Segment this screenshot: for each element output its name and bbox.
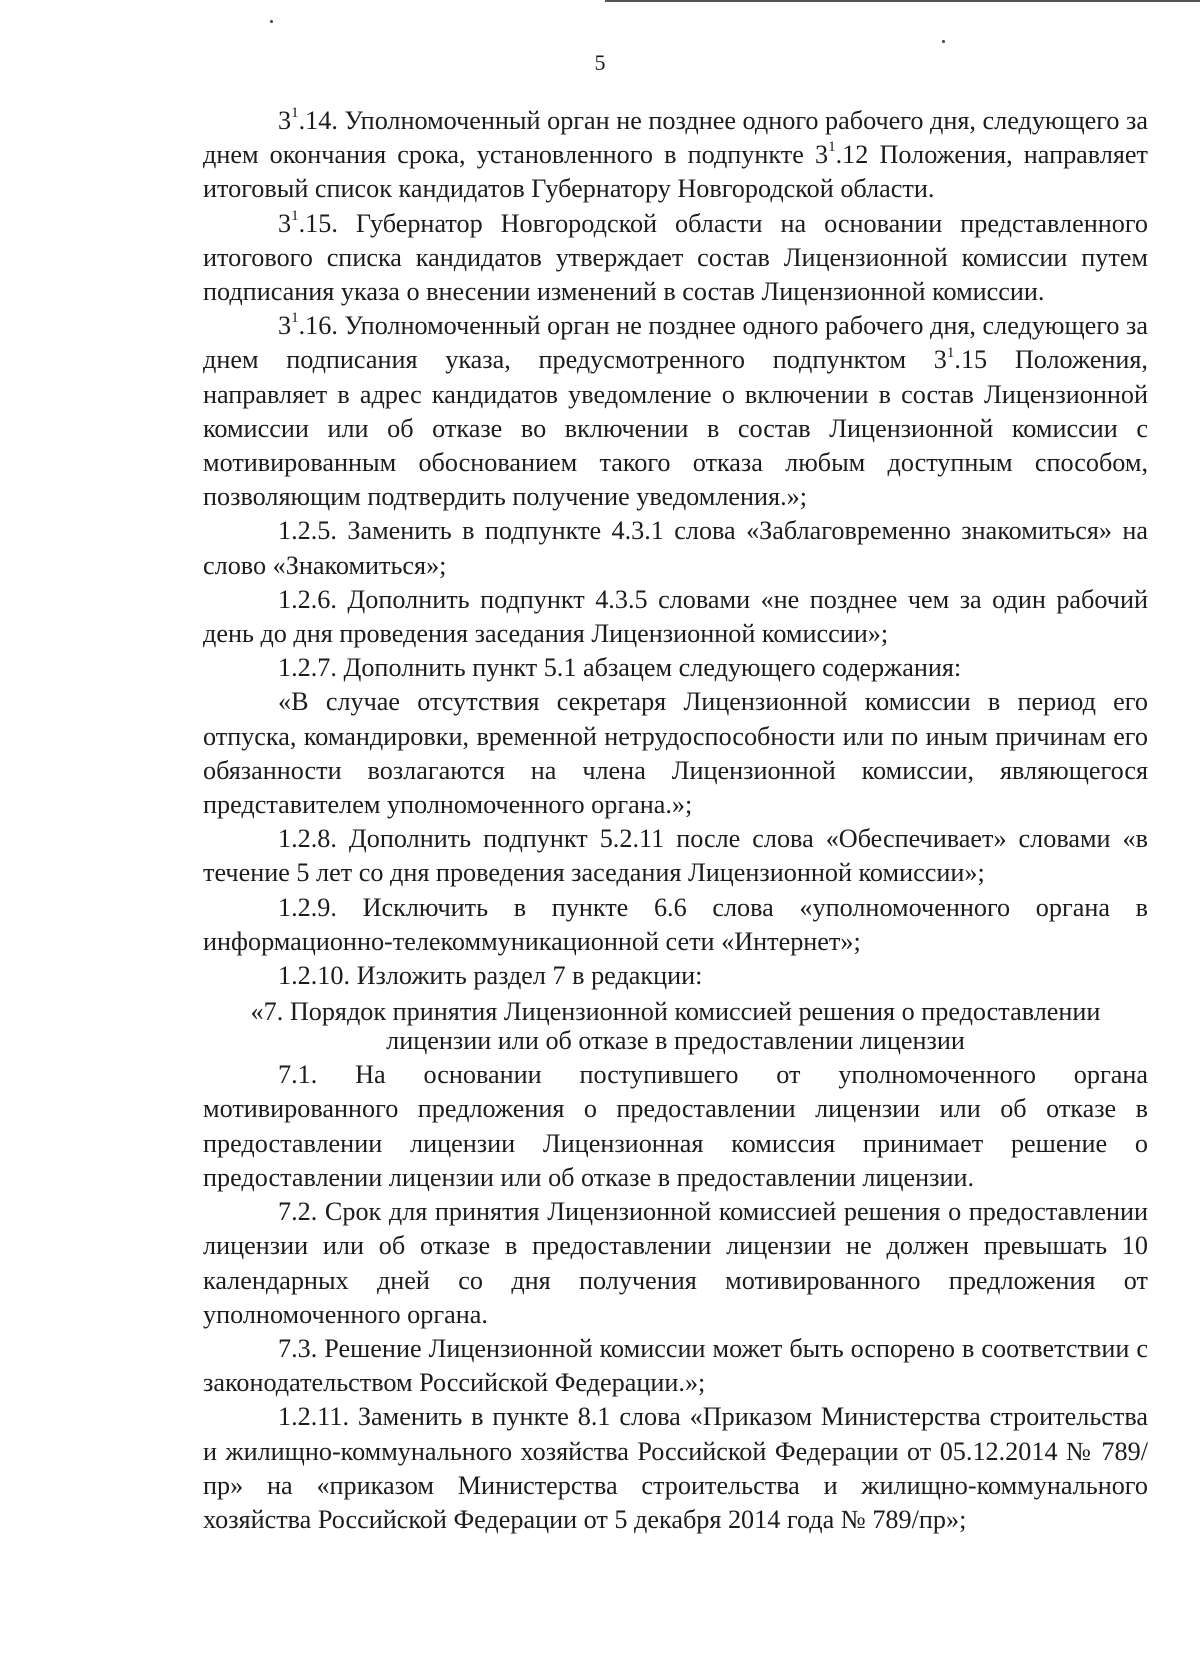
- paragraph-3-1-16: $3^1.16$. Уполномоченный орган не позднее одного рабочего дня, следующего за днем подписания указа, предусмотренного подпунктом $3^1.15$ Положения, направляет в адрес кандидатов уведомление о включении в состав Лицензионной комиссии или об отказе во включении в состав Лицензионной комиссии с мотивированным обоснованием такого отказа любым доступным способом, позволяющим подтвердить получение уведомления.»;: [203, 310, 1148, 512]
- paragraph-quote-5-1: «В случае отсутствия секретаря Лицензионной комиссии в период его отпуска, командировки, временной нетрудоспособности или по иным причинам его обязанности возлагаются на члена Лицензионной комиссии, являющегося представителем уполномоченного органа.»;: [203, 687, 1148, 820]
- paragraph-1-2-9: 1.2.9. Исключить в пункте 6.6 слова «уполномоченного органа в информационно-телекоммуникационной сети «Интернет»;: [203, 892, 1148, 956]
- paragraph-3-1-15: $3^1.15$. Губернатор Новгородской области на основании представленного итогового списка кандидатов утверждает состав Лицензионной комиссии путем подписания указа о внесении изменений в состав Лицензионной комиссии.: [203, 207, 1148, 307]
- paragraph-7-1: 7.1. На основании поступившего от уполномоченного органа мотивированного предложения о предоставлении лицензии или об отказе в предоставлении лицензии Лицензионная комиссия принимает решение о предоставлении лицензии или об отказе в предоставлении лицензии.: [203, 1060, 1148, 1192]
- section-7-heading: «7. Порядок принятия Лицензионной комиссией решения о предоставлении лицензии или об отказе в предоставлении лицензии: [250, 997, 1101, 1056]
- page-number: 5: [594, 50, 606, 75]
- document-body: [203, 104, 1148, 1537]
- scan-edge-line: [605, 0, 1200, 2]
- paragraph-1-2-8: 1.2.8. Дополнить подпункт 5.2.11 после слова «Обеспечивает» словами «в течение 5 лет со дня проведения заседания Лицензионной комиссии»;: [203, 824, 1148, 888]
- paragraph-1-2-10: 1.2.10. Изложить раздел 7 в редакции:: [278, 961, 703, 991]
- paragraph-1-2-6: 1.2.6. Дополнить подпункт 4.3.5 словами «не позднее чем за один рабочий день до дня проведения заседания Лицензионной комиссии»;: [203, 584, 1148, 649]
- scan-speck: [942, 40, 945, 43]
- scan-speck: [270, 20, 273, 23]
- paragraph-7-3: 7.3. Решение Лицензионной комиссии может быть оспорено в соответствии с законодательством Российской Федерации.»;: [203, 1333, 1148, 1398]
- paragraph-1-2-7: 1.2.7. Дополнить пункт 5.1 абзацем следующего содержания:: [278, 653, 962, 683]
- paragraph-1-2-11: 1.2.11. Заменить в пункте 8.1 слова «Приказом Министерства строительства и жилищно-коммунального хозяйства Российской Федерации от 05.12.2014 № 789/пр» на «приказом Министерства строительства и жилищно-коммунального хозяйства Российской Федерации от 5 декабря 2014 года № 789/пр»;: [203, 1402, 1148, 1534]
- paragraph-3-1-14: $3^1.14$. Уполномоченный орган не позднее одного рабочего дня, следующего за днем окончания срока, установленного в подпункте $3^1.12$ Положения, направляет итоговый список кандидатов Губернатору Новгородской области.: [203, 105, 1148, 204]
- paragraph-7-2: 7.2. Срок для принятия Лицензионной комиссией решения о предоставлении лицензии или об отказе в предоставлении лицензии не должен превышать 10 календарных дней со дня получения мотивированного предложения от уполномоченного органа.: [203, 1197, 1148, 1329]
- paragraph-1-2-5: 1.2.5. Заменить в подпункте 4.3.1 слова «Заблаговременно знакомиться» на слово «Знакомиться»;: [203, 516, 1148, 580]
